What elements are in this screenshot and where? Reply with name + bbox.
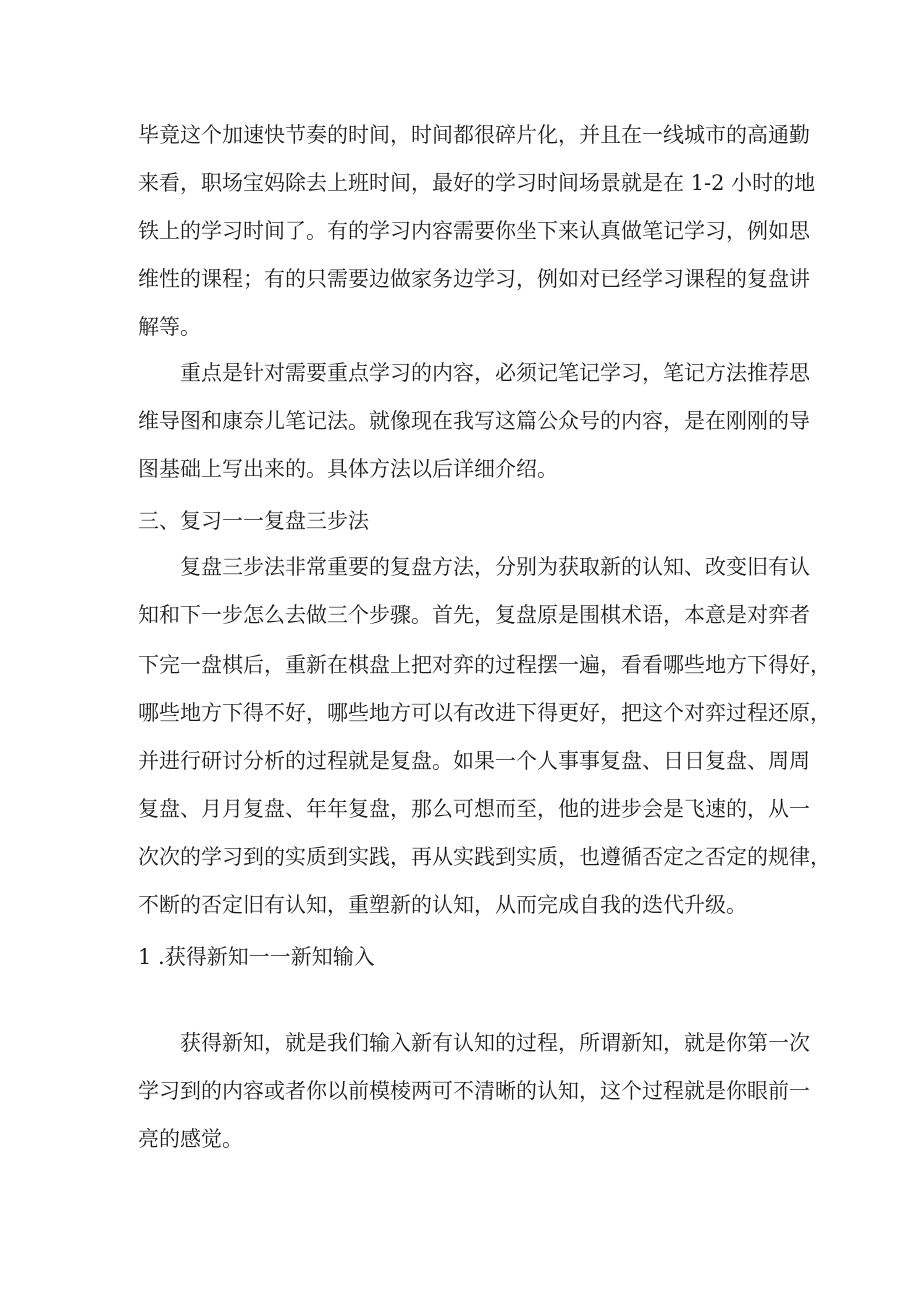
paragraph-4-line-2: 学习到的内容或者你以前模棱两可不清晰的认知，这个过程就是你眼前一 xyxy=(138,1079,810,1103)
paragraph-2-line-3: 图基础上写出来的。具体方法以后详细介绍。 xyxy=(138,457,558,481)
paragraph-1-line-5: 解等。 xyxy=(138,315,201,339)
section-heading-review: 三、复习一一复盘三步法 xyxy=(138,509,369,533)
subsection-heading-new-knowledge: 1 .获得新知一一新知输入 xyxy=(138,945,375,969)
paragraph-1-line-3: 铁上的学习时间了。有的学习内容需要你坐下来认真做笔记学习，例如思 xyxy=(138,219,810,243)
paragraph-3-line-7: 次次的学习到的实质到实践，再从实践到实质，也遵循否定之否定的规律， xyxy=(138,845,831,869)
paragraph-4-line-1: 获得新知，就是我们输入新有认知的过程，所谓新知，就是你第一次 xyxy=(180,1031,810,1055)
paragraph-3-line-4: 哪些地方下得不好，哪些地方可以有改进下得更好，把这个对弈过程还原， xyxy=(138,701,831,725)
paragraph-1-line-4: 维性的课程；有的只需要边做家务边学习，例如对已经学习课程的复盘讲 xyxy=(138,267,810,291)
paragraph-4-line-3: 亮的感觉。 xyxy=(138,1127,243,1151)
paragraph-3-line-6: 复盘、月月复盘、年年复盘，那么可想而至，他的进步会是飞速的，从一 xyxy=(138,797,810,821)
paragraph-1-line-2: 来看，职场宝妈除去上班时间，最好的学习时间场景就是在 1-2 小时的地 xyxy=(138,171,816,195)
paragraph-3-line-1: 复盘三步法非常重要的复盘方法，分别为获取新的认知、改变旧有认 xyxy=(180,555,810,579)
paragraph-3-line-3: 下完一盘棋后，重新在棋盘上把对弈的过程摆一遍，看看哪些地方下得好， xyxy=(138,653,831,677)
paragraph-3-line-5: 并进行研讨分析的过程就是复盘。如果一个人事事复盘、日日复盘、周周 xyxy=(138,749,810,773)
paragraph-3-line-8: 不断的否定旧有认知，重塑新的认知，从而完成自我的迭代升级。 xyxy=(138,893,747,917)
paragraph-1-line-1: 毕竟这个加速快节奏的时间，时间都很碎片化，并且在一线城市的高通勤 xyxy=(138,123,810,147)
paragraph-3-line-2: 知和下一步怎么去做三个步骤。首先，复盘原是围棋术语，本意是对弈者 xyxy=(138,603,810,627)
paragraph-2-line-2: 维导图和康奈儿笔记法。就像现在我写这篇公众号的内容，是在刚刚的导 xyxy=(138,409,810,433)
paragraph-2-line-1: 重点是针对需要重点学习的内容，必须记笔记学习，笔记方法推荐思 xyxy=(180,361,810,385)
